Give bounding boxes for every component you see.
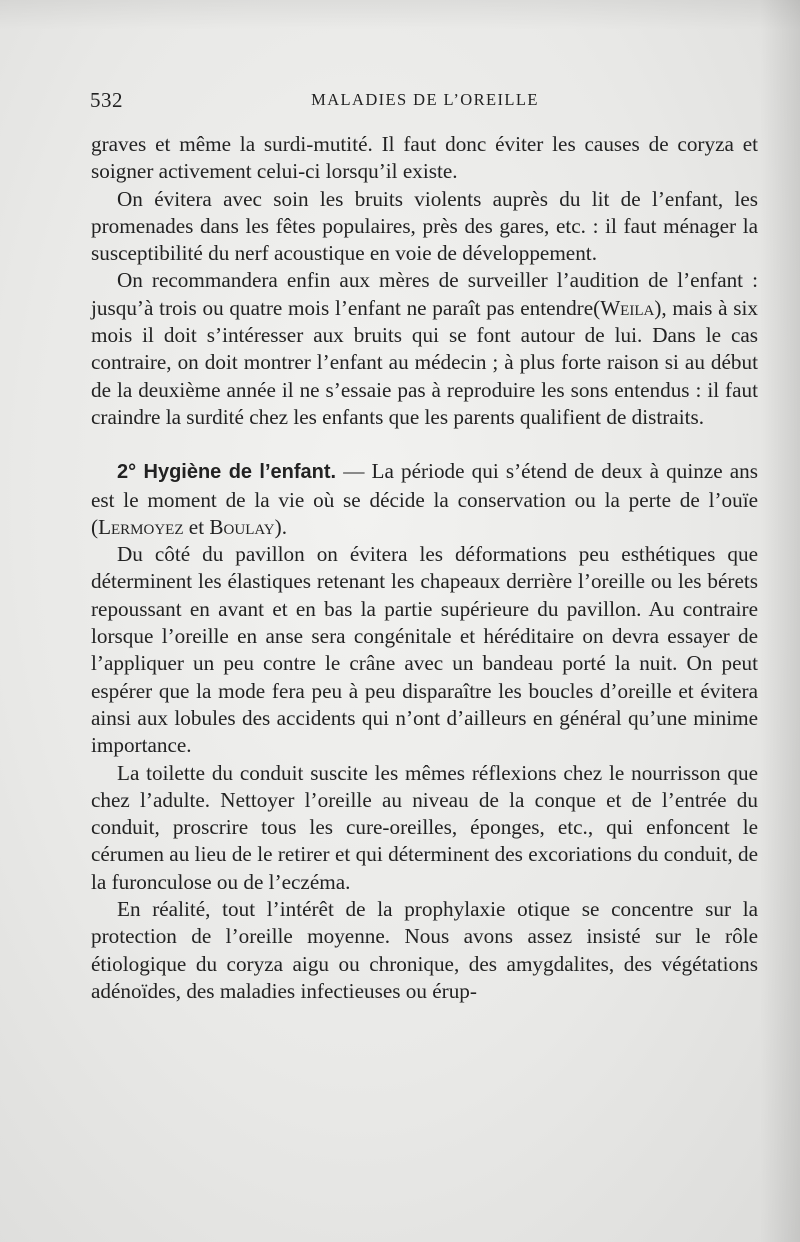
paragraph-3-text-b: ), mais à six mois il doit s’intéresser aux bruits qui se font autour de lui. Dans le cas contraire, on doit montrer l’enfant au médecin ; à plus forte raison si au début de la deuxième année il ne s’essaie pas à reproduire les sons entendus : il faut craindre la surdité chez les enfants que les parents qualifient de distraits.	[91, 295, 758, 429]
section-paragraph	[91, 458, 758, 541]
paragraph-5: La toilette du conduit suscite les mêmes réflexions chez le nourrisson que chez l’adulte. Nettoyer l’oreille au niveau de la conque et de l’entrée du conduit, proscrire tous les cure-oreilles, éponges, etc., qui enfoncent le cérumen au lieu de le retirer et qui déterminent des excoriations du conduit, de la furonculose ou de l’eczéma.	[91, 760, 758, 894]
section-text-b: ).	[274, 514, 287, 539]
author-boulay: Boulay	[209, 514, 275, 539]
paragraph-1: graves et même la surdi-mutité. Il faut donc éviter les causes de coryza et soigner activement celui-ci lorsqu’il existe.	[91, 132, 758, 184]
section-heading: 2° Hygiène de l’enfant.	[117, 461, 337, 484]
body-text	[91, 131, 758, 1005]
paragraph-2: On évitera avec soin les bruits violents auprès du lit de l’enfant, les promenades dans les fêtes populaires, près des gares, etc. : il faut ménager la susceptibilité du nerf acoustique en voie de développement.	[91, 186, 758, 266]
page-number: 532	[90, 88, 123, 112]
paragraph-3-text-a: On recommandera enfin aux mères de surveiller l’audition de l’enfant : jusqu’à trois ou quatre mois l’enfant ne paraît pas entendre(	[91, 268, 758, 320]
author-lermoyez: Lermoyez	[98, 514, 184, 539]
section-text-a: — La période qui s’étend de deux à quinze ans est le moment de la vie où se décide la conservation ou la perte de l’ouïe (	[91, 459, 758, 539]
paragraph-6: En réalité, tout l’intérêt de la prophylaxie otique se concentre sur la protection de l’oreille moyenne. Nous avons assez insisté sur le rôle étiologique du coryza aigu ou chronique, des amygdalites, des végétations adénoïdes, des maladies infectieuses ou érup-	[91, 897, 758, 1003]
section-and: et	[183, 514, 210, 539]
paragraph-4: Du côté du pavillon on évitera les déformations peu esthétiques que déterminent les élastiques retenant les chapeaux derrière l’oreille ou les bérets repoussant en avant et en bas la partie supérieure du pavillon. Au contraire lorsque l’oreille en anse sera congénitale et héréditaire on devra essayer de l’appliquer un peu contre le crâne avec un bandeau porté la nuit. On peut espérer que la mode fera peu à peu disparaître les boucles d’oreille et évitera ainsi aux lobules des accidents qui n’ont d’ailleurs en général qu’une minime importance.	[91, 542, 758, 758]
section-gap	[91, 431, 758, 458]
page-header	[90, 88, 760, 114]
author-weila: Weila	[600, 295, 655, 320]
paragraph-3	[91, 267, 758, 431]
page-top-shadow	[0, 0, 800, 30]
running-title: MALADIES DE L’OREILLE	[311, 90, 539, 109]
page-gutter-shadow	[760, 0, 800, 1242]
